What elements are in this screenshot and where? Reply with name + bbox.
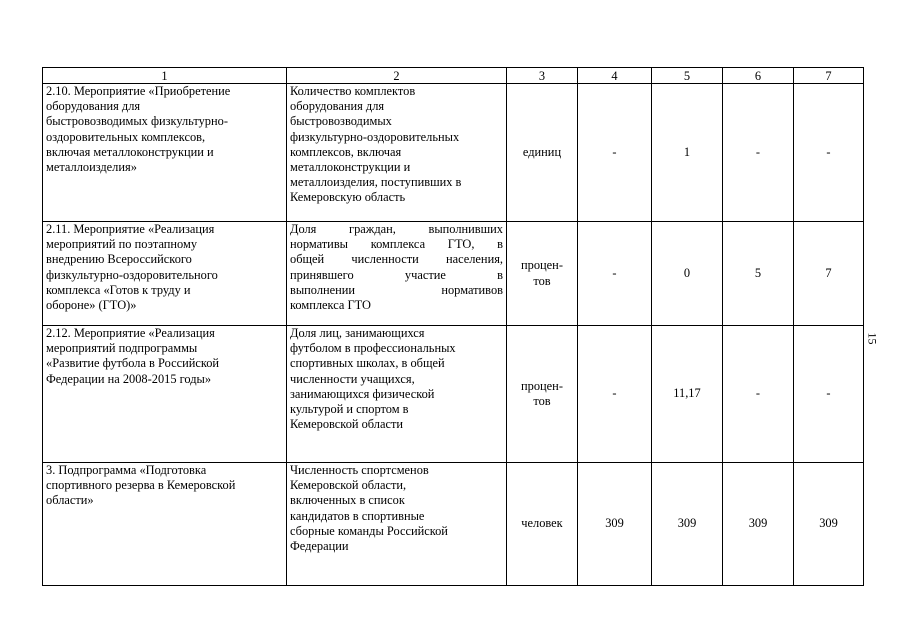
value-col5-cell: 11,17 — [652, 326, 723, 463]
unit-label: процен- — [521, 258, 563, 273]
indicator-line: Количество комплектов — [290, 84, 416, 98]
value-col6-cell: 309 — [723, 463, 794, 586]
value-col7-cell: 7 — [794, 222, 864, 326]
table-row — [43, 463, 864, 586]
indicator-line: Федерации — [290, 539, 349, 554]
indicator-line: сборные команды Российской — [290, 523, 448, 538]
indicator-line: Доля граждан, выполнивших — [290, 222, 503, 236]
measure-name-line: области» — [46, 493, 94, 508]
measure-name-line: 2.12. Мероприятие «Реализация — [46, 326, 215, 340]
value-col5-cell: 0 — [652, 222, 723, 326]
indicator-line: принявшего участие в — [290, 267, 503, 282]
indicator-cell — [287, 463, 507, 586]
measure-name-line: «Развитие футбола в Российской — [46, 356, 220, 371]
indicator-line: футболом в профессиональных — [290, 341, 456, 356]
column-number-5: 5 — [652, 68, 723, 84]
value-col6-cell: - — [723, 84, 794, 222]
value-col7-cell: 309 — [794, 463, 864, 586]
measure-name-line: 2.10. Мероприятие «Приобретение — [46, 84, 231, 98]
indicator-line: общей численности населения, — [290, 252, 503, 267]
indicator-line: комплексов, включая — [290, 144, 402, 159]
indicator-line: металлоконструкции и — [290, 160, 411, 175]
indicators-table — [42, 67, 864, 586]
measure-name-line: металлоизделия» — [46, 160, 137, 175]
indicator-line: комплекса ГТО — [290, 298, 371, 313]
value-col4-cell: - — [578, 222, 652, 326]
measure-name-line: быстровозводимых физкультурно- — [46, 114, 228, 129]
table-row — [43, 84, 864, 222]
indicator-line: нормативы комплекса ГТО, в — [290, 237, 503, 252]
measure-name-cell — [43, 326, 287, 463]
unit-label: тов — [533, 273, 551, 288]
measure-name-cell — [43, 463, 287, 586]
value-col4-cell: - — [578, 84, 652, 222]
table-row — [43, 326, 864, 463]
measure-name-line: включая металлоконструкции и — [46, 144, 214, 159]
measure-name-line: 3. Подпрограмма «Подготовка — [46, 463, 207, 477]
indicator-cell — [287, 222, 507, 326]
measure-name-line: оборудования для — [46, 99, 141, 114]
table-header-row — [43, 68, 864, 84]
value-col6-cell: - — [723, 326, 794, 463]
value-col5-cell: 1 — [652, 84, 723, 222]
indicator-line: численности учащихся, — [290, 371, 415, 386]
measure-name-line: физкультурно-оздоровительного — [46, 267, 218, 282]
indicator-line: быстровозводимых — [290, 114, 392, 129]
measure-name-line: внедрению Всероссийского — [46, 252, 192, 267]
column-number-7: 7 — [794, 68, 864, 84]
value-col6-cell: 5 — [723, 222, 794, 326]
measure-name-line: комплекса «Готов к труду и — [46, 282, 191, 297]
indicator-line: оборудования для — [290, 99, 385, 114]
indicator-line: включенных в список — [290, 493, 405, 508]
indicator-cell — [287, 326, 507, 463]
measure-name-line: 2.11. Мероприятие «Реализация — [46, 222, 215, 236]
value-col7-cell: - — [794, 84, 864, 222]
indicator-line: металлоизделия, поступивших в — [290, 175, 462, 190]
indicator-line: кандидатов в спортивные — [290, 508, 425, 523]
indicator-line: выполнении нормативов — [290, 282, 503, 297]
indicator-line: Доля лиц, занимающихся — [290, 326, 425, 340]
measure-name-line: Федерации на 2008-2015 годы» — [46, 371, 212, 386]
indicator-line: культурой и спортом в — [290, 402, 409, 417]
value-col5-cell: 309 — [652, 463, 723, 586]
value-col4-cell: - — [578, 326, 652, 463]
table-row — [43, 222, 864, 326]
indicator-line: Кемеровской области — [290, 417, 404, 432]
unit-cell — [507, 222, 578, 326]
measure-name-line: спортивного резерва в Кемеровской — [46, 478, 236, 493]
unit-cell — [507, 326, 578, 463]
measure-name-cell — [43, 222, 287, 326]
unit-cell — [507, 84, 578, 222]
measure-name-line: оздоровительных комплексов, — [46, 129, 206, 144]
measure-name-line: обороне» (ГТО)» — [46, 298, 137, 313]
indicator-line: Численность спортсменов — [290, 463, 429, 477]
indicator-line: Кемеровской области, — [290, 478, 407, 493]
value-col4-cell: 309 — [578, 463, 652, 586]
indicator-cell — [287, 84, 507, 222]
unit-label: человек — [521, 516, 563, 531]
indicator-line: спортивных школах, в общей — [290, 356, 445, 371]
unit-label: единиц — [522, 144, 562, 159]
column-number-2: 2 — [287, 68, 507, 84]
page-number: 15 — [865, 332, 880, 345]
column-number-3: 3 — [507, 68, 578, 84]
indicator-line: Кемеровскую область — [290, 190, 406, 205]
column-number-6: 6 — [723, 68, 794, 84]
column-number-4: 4 — [578, 68, 652, 84]
measure-name-cell — [43, 84, 287, 222]
unit-cell — [507, 463, 578, 586]
measure-name-line: мероприятий по поэтапному — [46, 237, 198, 252]
column-number-1: 1 — [43, 68, 287, 84]
unit-label: процен- — [521, 378, 563, 393]
indicator-line: занимающихся физической — [290, 386, 435, 401]
unit-label: тов — [533, 394, 551, 408]
measure-name-line: мероприятий подпрограммы — [46, 341, 198, 356]
value-col7-cell: - — [794, 326, 864, 463]
indicator-line: физкультурно-оздоровительных — [290, 129, 460, 144]
